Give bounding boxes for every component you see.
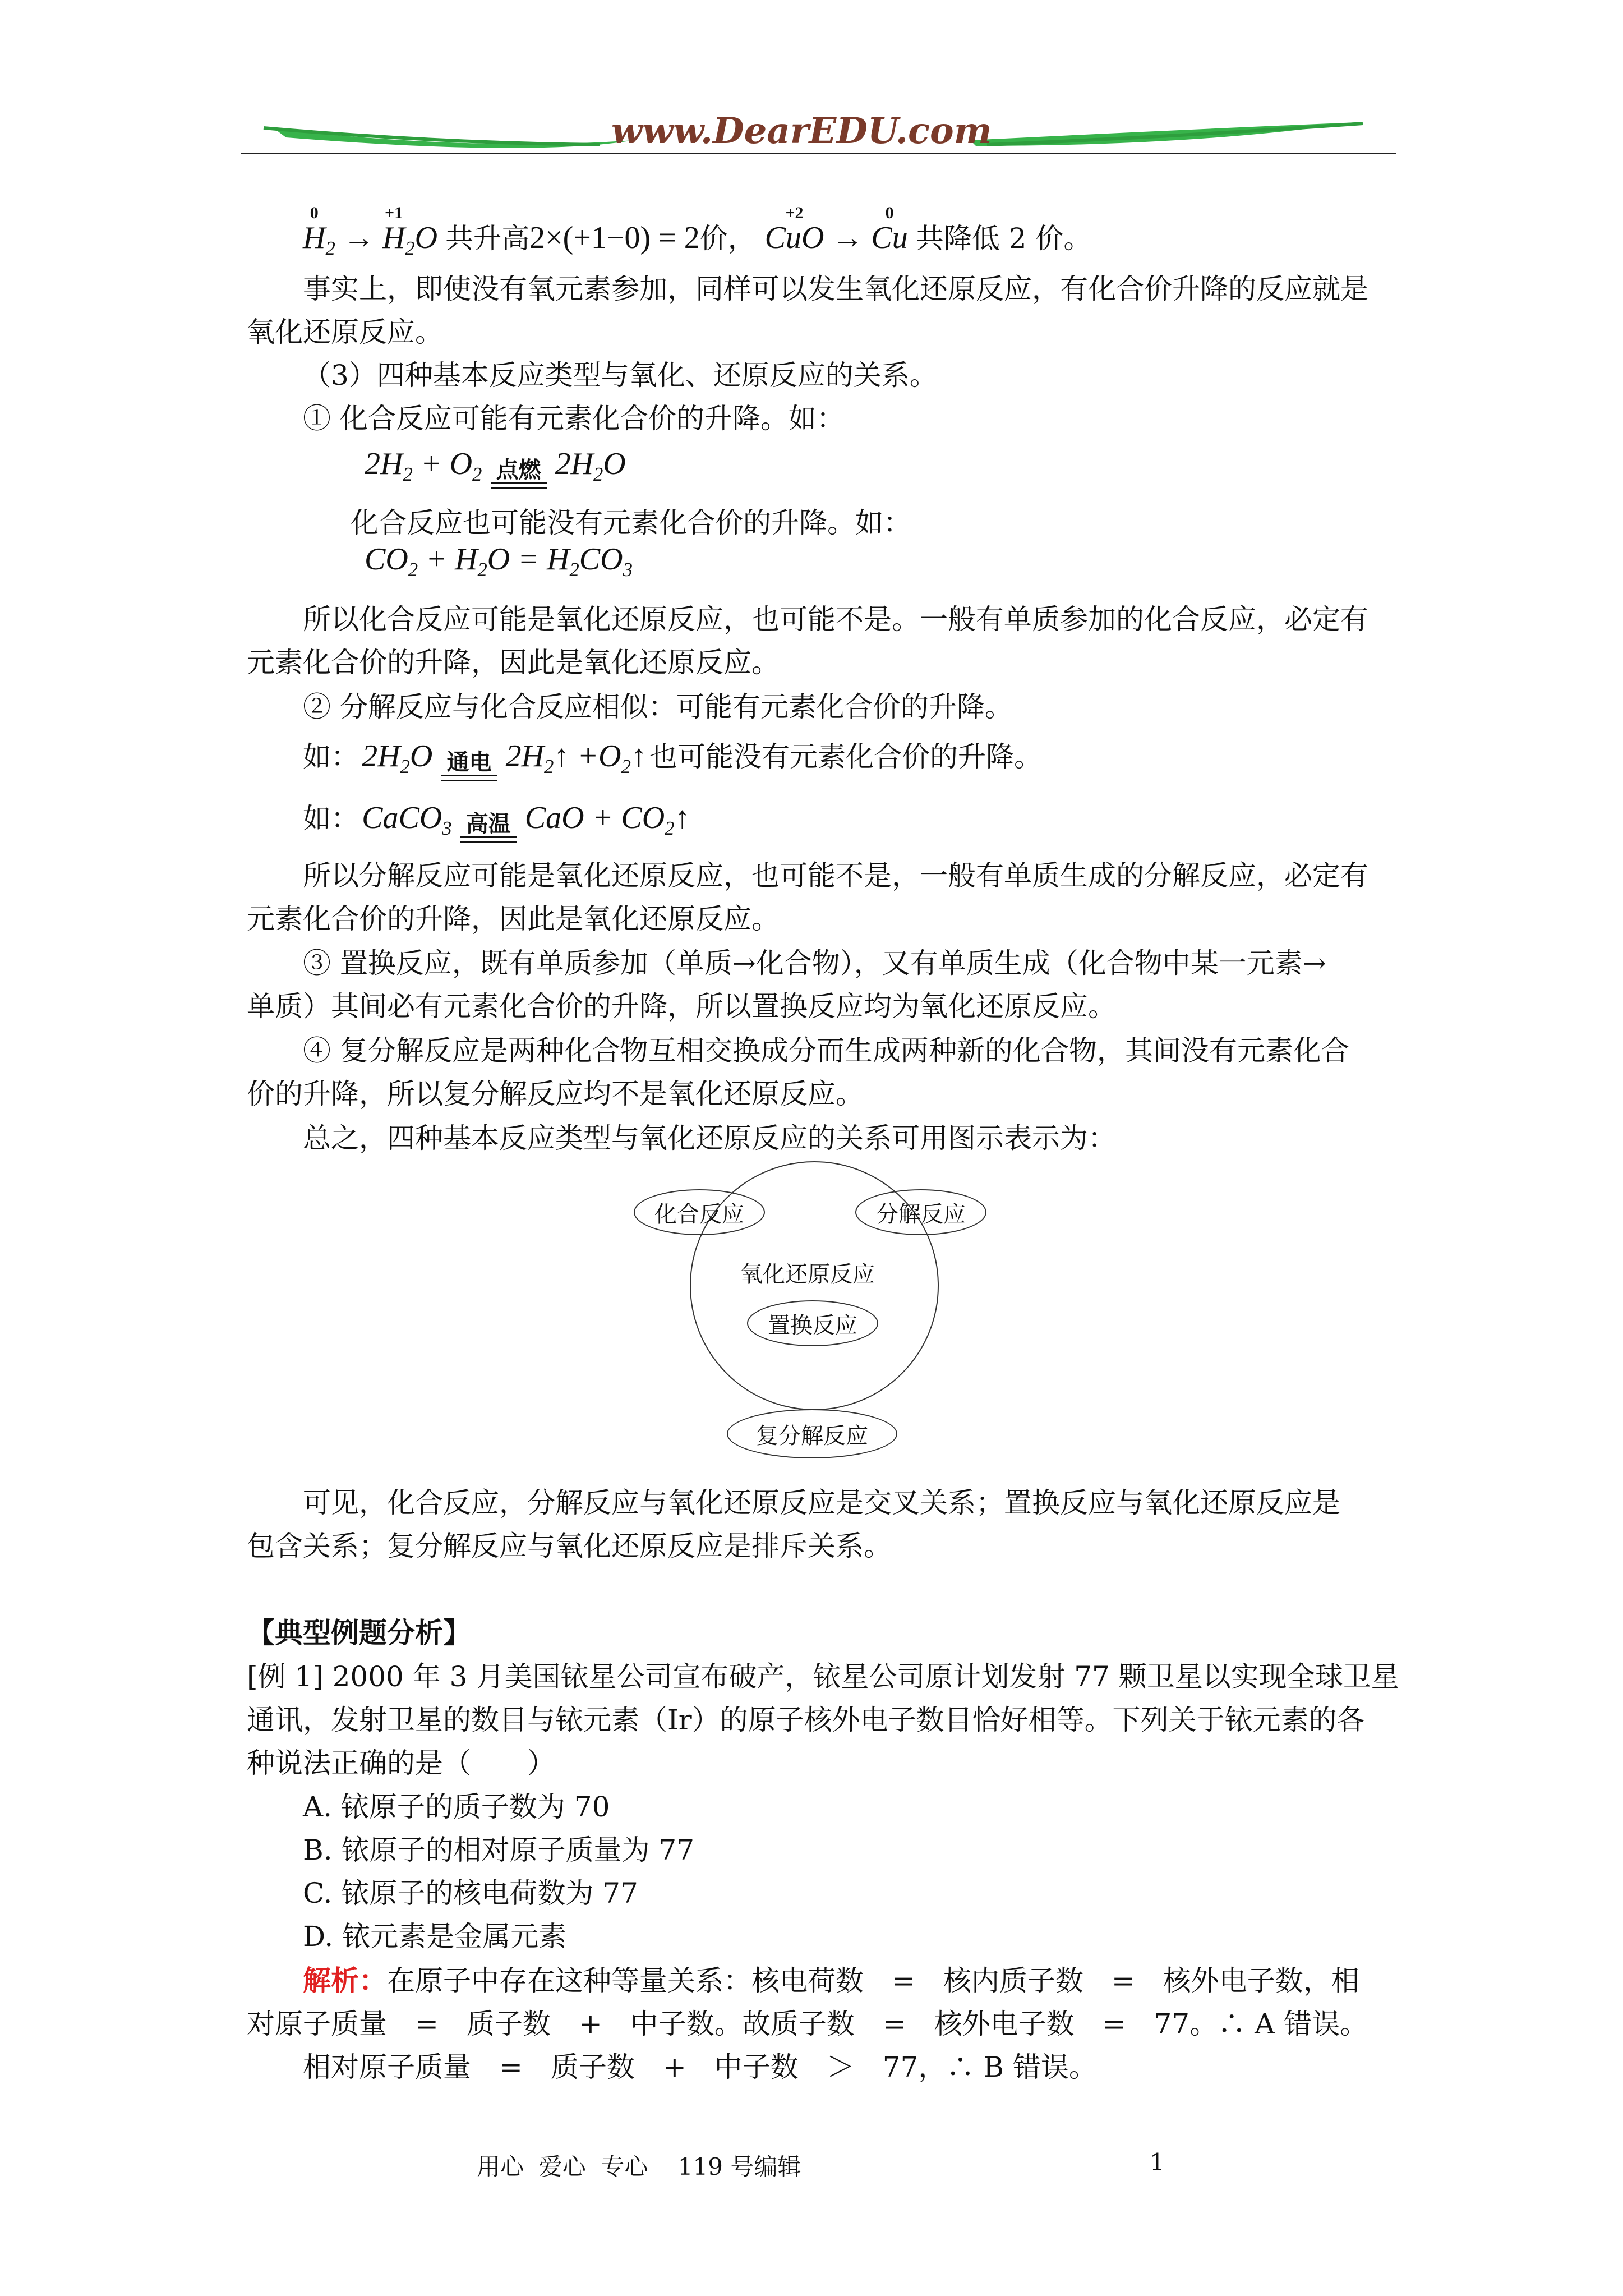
paragraph-10b: 价的升降，所以复分解反应均不是氧化还原反应。	[247, 1078, 864, 1110]
line1-text-c: 共降低 2 价。	[915, 222, 1092, 255]
paragraph-5a: 所以化合反应可能是氧化还原反应，也可能不是。一般有单质参加的化合反应，必定有	[303, 603, 1368, 636]
condition-high-temp: 高温	[460, 812, 517, 843]
cu-term: 0 Cu	[871, 204, 908, 255]
analysis-line-b: 对原子质量 = 质子数 + 中子数。故质子数 = 核外电子数 = 77。∴ A 错误。	[247, 2008, 1368, 2040]
analysis-line-c: 相对原子质量 = 质子数 + 中子数 ＞ 77，∴ B 错误。	[303, 2051, 1097, 2083]
page-number: 1	[1150, 2148, 1165, 2176]
example-1-line-b: 通讯，发射卫星的数目与铱元素（Ir）的原子核外电子数目恰好相等。下列关于铱元素的各	[247, 1704, 1365, 1736]
footer-text: 用心 爱心 专心 119 号编辑	[477, 2153, 801, 2180]
examples-heading: 【典型例题分析】	[247, 1616, 471, 1649]
decomposition-ellipse: 分解反应	[855, 1189, 986, 1235]
paragraph-11: 总之，四种基本反应类型与氧化还原反应的关系可用图示表示为：	[303, 1122, 1116, 1154]
equation-limestone: 如： CaCO$_3$ 高温 CaO + $CO_2↑$	[303, 797, 690, 843]
analysis-text-a: 在原子中存在这种等量关系：核电荷数 = 核内质子数 = 核外电子数，相	[387, 1964, 1359, 1997]
paragraph-12b: 包含关系；复分解反应与氧化还原反应是排斥关系。	[247, 1530, 892, 1562]
option-a: A. 铱原子的质子数为 70	[303, 1791, 610, 1823]
line1-expr: 2×(+1−0) = 2	[529, 220, 700, 255]
equation-electrolysis: 如： $2H_2O$ 通电 $2H_2↑$ $+O_2↑$ 也可能没有元素化合价的升降。	[303, 735, 1042, 781]
h2o-h-term: +1 H	[382, 204, 405, 255]
h2-term: 0 H	[303, 204, 326, 255]
redox-label: 氧化还原反应	[740, 1262, 875, 1287]
paragraph-1b: 氧化还原反应。	[247, 316, 443, 348]
example-1-line-c: 种说法正确的是（ ）	[247, 1747, 555, 1779]
paragraph-2: （3）四种基本反应类型与氧化、还原反应的关系。	[303, 359, 938, 392]
line1-text-b: 价，	[699, 222, 756, 255]
equation-combustion: $2H_2 + O_2$ 点燃 $2H_2O$	[365, 446, 626, 489]
header-rule	[241, 153, 1396, 154]
double-decomposition-ellipse: 复分解反应	[727, 1409, 897, 1458]
paragraph-6: ② 分解反应与化合反应相似：可能有元素化合价的升降。	[303, 691, 1013, 723]
option-c: C. 铱原子的核电荷数为 77	[303, 1877, 638, 1910]
condition-ignite: 点燃	[491, 458, 547, 489]
paragraph-9b: 单质）其间必有元素化合价的升降，所以置换反应均为氧化还原反应。	[247, 990, 1116, 1023]
paragraph-9a: ③ 置换反应，既有单质参加（单质→化合物），又有单质生成（化合物中某一元素→	[303, 947, 1326, 979]
equation-line-1: 0 $H_2$ → +1 $H_2O$ 共升高2×(+1−0) = 2价， +2 CuO → 0 Cu 共降低 2 价。	[303, 204, 1092, 260]
paragraph-3: ① 化合反应可能有元素化合价的升降。如：	[303, 402, 845, 435]
replacement-ellipse: 置换反应	[747, 1300, 878, 1346]
paragraph-8a: 所以分解反应可能是氧化还原反应，也可能不是，一般有单质生成的分解反应，必定有	[303, 859, 1368, 892]
cuo-term: +2 CuO	[764, 204, 824, 255]
example-1-line-a: [例 1] 2000 年 3 月美国铱星公司宣布破产，铱星公司原计划发射 77 颗卫星以实现全球卫星	[247, 1660, 1399, 1693]
electrolysis-tail: 也可能没有元素化合价的升降。	[649, 740, 1043, 773]
analysis-line-a	[303, 1959, 1359, 2003]
paragraph-5b: 元素化合价的升降，因此是氧化还原反应。	[247, 646, 780, 679]
paragraph-10a: ④ 复分解反应是两种化合物互相交换成分而生成两种新的化合物，其间没有元素化合	[303, 1034, 1349, 1067]
paragraph-12a: 可见，化合反应，分解反应与氧化还原反应是交叉关系；置换反应与氧化还原反应是	[303, 1487, 1340, 1519]
analysis-label: 解析：	[303, 1964, 387, 1997]
paragraph-8b: 元素化合价的升降，因此是氧化还原反应。	[247, 903, 780, 935]
paragraph-4: 化合反应也可能没有元素化合价的升降。如：	[351, 507, 911, 539]
option-d: D. 铱元素是金属元素	[303, 1920, 567, 1953]
option-b: B. 铱原子的相对原子质量为 77	[303, 1834, 695, 1866]
condition-electric: 通电	[441, 750, 497, 781]
header-logo-text[interactable]: www.DearEDU.com	[611, 110, 992, 152]
reaction-diagram	[617, 1161, 1021, 1475]
line1-text-a: 共升高	[445, 222, 530, 255]
paragraph-1a: 事实上，即使没有氧元素参加，同样可以发生氧化还原反应，有化合价升降的反应就是	[303, 273, 1368, 305]
equation-carbonic: $CO_2 + H_2O = H_2CO_3$	[365, 542, 633, 581]
combination-ellipse: 化合反应	[634, 1189, 765, 1235]
